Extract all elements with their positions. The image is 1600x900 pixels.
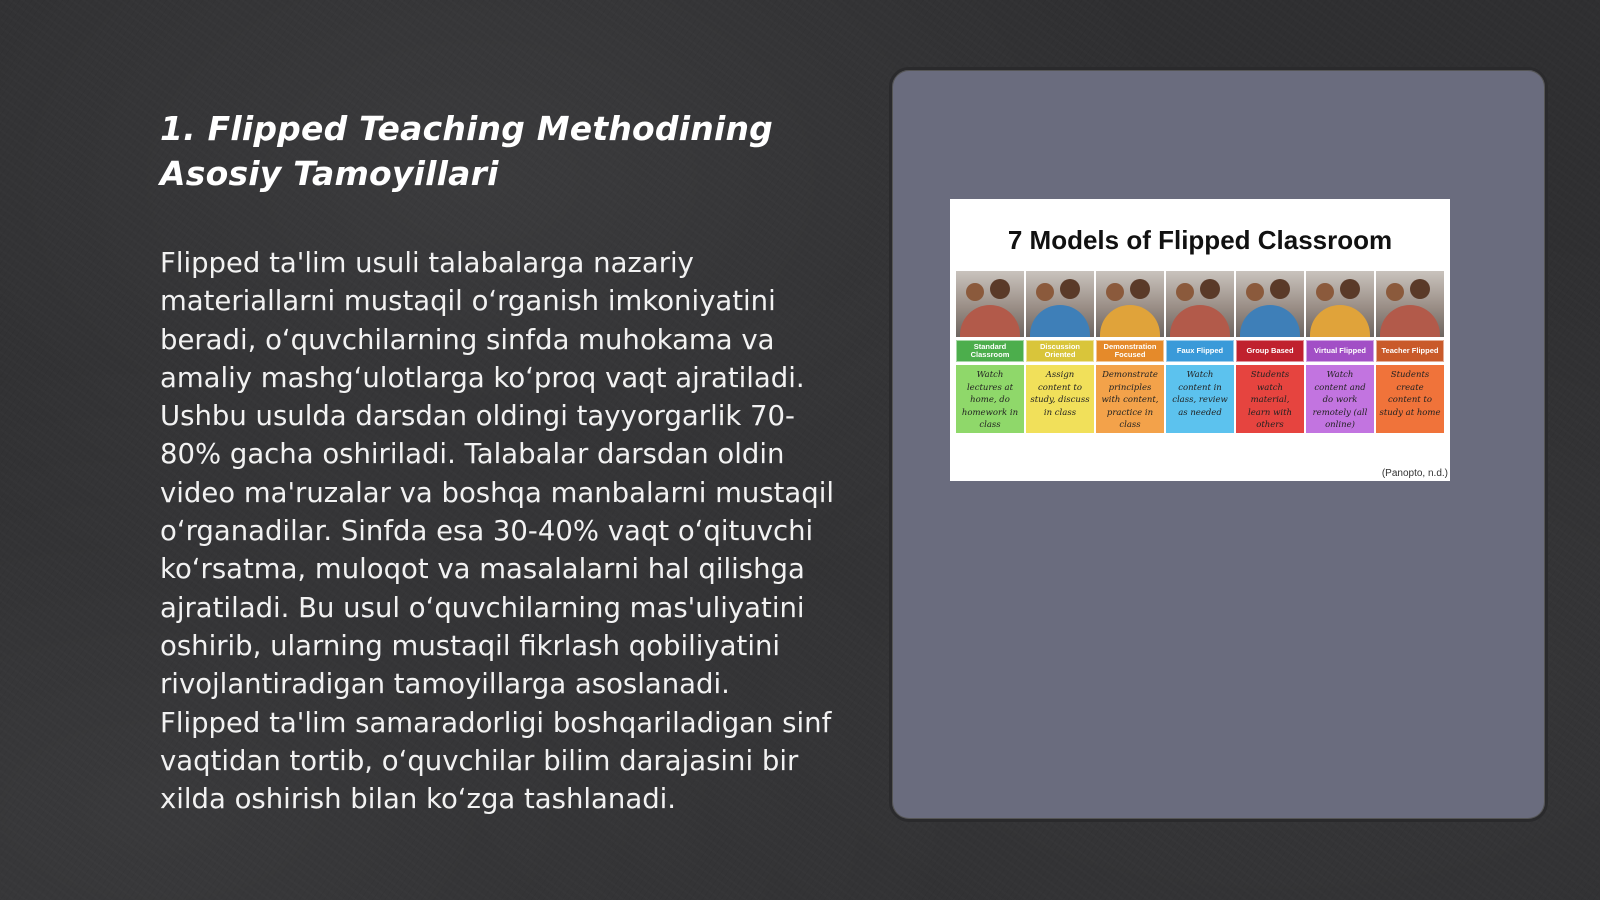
model-description: Watch content and do work remotely (all online) [1306, 365, 1374, 433]
flipped-classroom-models-figure [950, 199, 1450, 481]
model-label: Standard Classroom [956, 340, 1024, 362]
slide-body-text: Flipped ta'lim usuli talabalarga nazariy materiallarni mustaqil oʻrganish imkoniyatini beradi, oʻquvchilarning sinfda muhokama va amaliy mashgʻulotlarga koʻproq vaqt ajratiladi. Ushbu usulda darsdan oldingi tayyorgarlik 70-80% gacha oshiriladi. Talabalar darsdan oldin video ma'ruzalar va boshqa manbalarni mustaqil oʻrganadilar. Sinfda esa 30-40% vaqt oʻqituvchi koʻrsatma, muloqot va masalalarni hal qilishga ajratiladi. Bu usul oʻquvchilarning mas'uliyatini oshirib, ularning mustaqil fikrlash qobiliyatini rivojlantiradigan tamoyillarga asoslanadi. Flipped ta'lim samaradorligi boshqariladigan sinf vaqtidan tortib, oʻquvchilar bilim darajasini bir xilda oshirish bilan koʻzga tashlanadi. [160, 247, 834, 816]
figure-caption: (Panopto, n.d.) [1381, 468, 1448, 479]
model-column [1166, 271, 1234, 439]
model-label: Faux Flipped [1166, 340, 1234, 362]
model-label: Group Based [1236, 340, 1304, 362]
model-photo [1026, 271, 1094, 337]
model-column [1096, 271, 1164, 439]
model-photo [1376, 271, 1444, 337]
model-description: Assign content to study, discuss in class [1026, 365, 1094, 433]
model-photo [1096, 271, 1164, 337]
model-column [1026, 271, 1094, 439]
model-description: Watch content in class, review as needed [1166, 365, 1234, 433]
model-description: Students watch material, learn with others [1236, 365, 1304, 433]
model-description: Watch lectures at home, do homework in class [956, 365, 1024, 433]
model-label: Virtual Flipped [1306, 340, 1374, 362]
model-photo [1236, 271, 1304, 337]
figure-title: 7 Models of Flipped Classroom [1007, 225, 1393, 255]
model-column [1236, 271, 1304, 439]
model-label: Demonstration Focused [1096, 340, 1164, 362]
model-photo [1306, 271, 1374, 337]
model-label: Teacher Flipped [1376, 340, 1444, 362]
slide-title: 1. Flipped Teaching Methodining Asosiy Tamoyillari [160, 109, 773, 193]
model-column [1376, 271, 1444, 439]
model-description: Students create content to study at home [1376, 365, 1444, 433]
models-grid [956, 271, 1444, 439]
model-description: Demonstrate principles with content, practice in class [1096, 365, 1164, 433]
model-photo [1166, 271, 1234, 337]
model-column [956, 271, 1024, 439]
model-label: Discussion Oriented [1026, 340, 1094, 362]
model-photo [956, 271, 1024, 337]
model-column [1306, 271, 1374, 439]
